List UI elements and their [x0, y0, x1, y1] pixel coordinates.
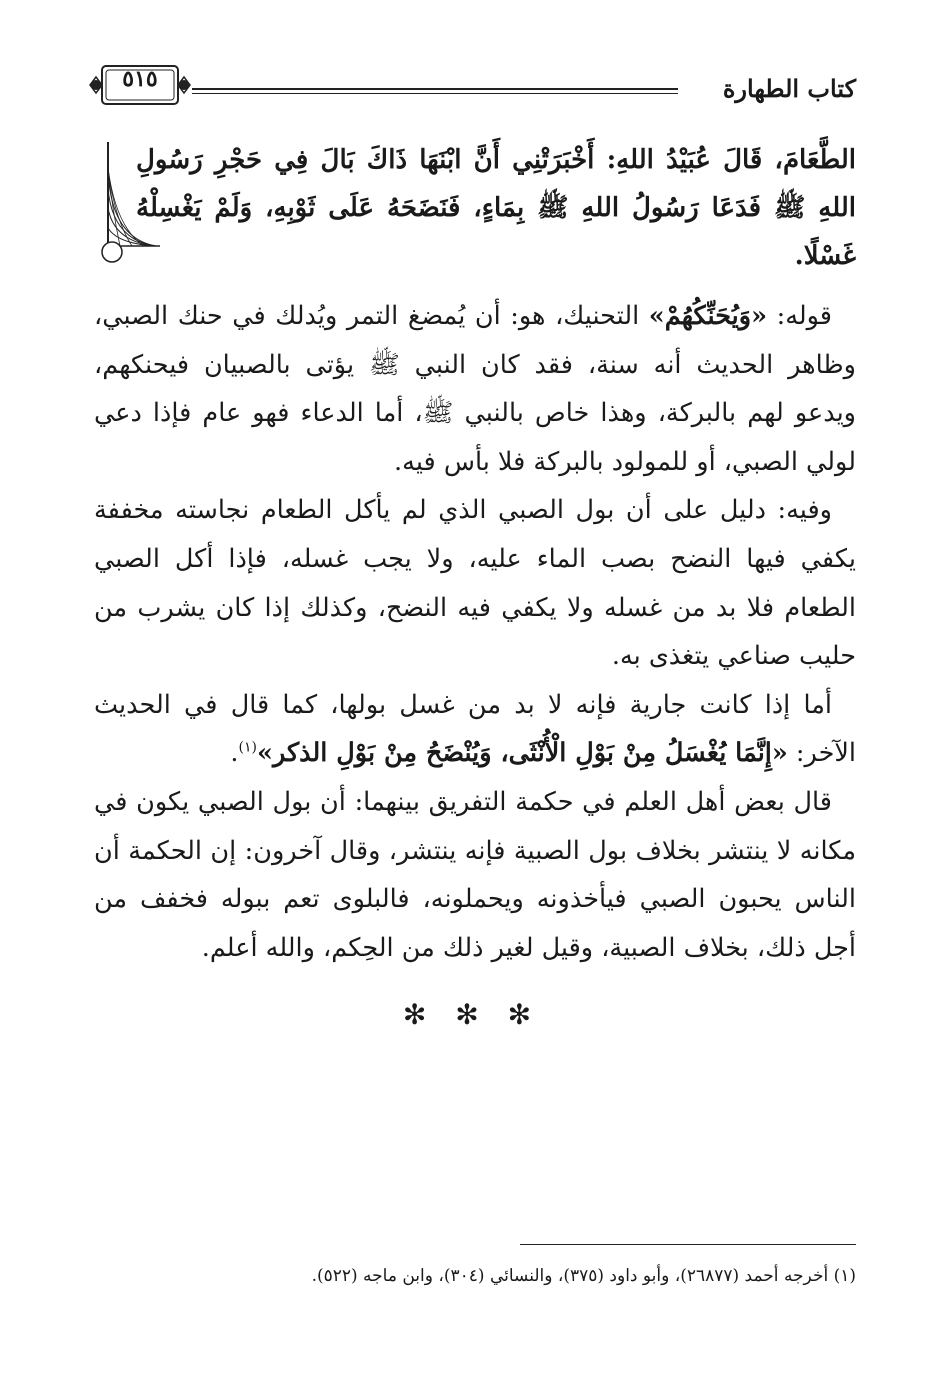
- hadith-box: [100, 128, 857, 271]
- page-header: [88, 52, 856, 112]
- paragraph-2: وفيه: دليل على أن بول الصبي الذي لم يأكل الطعام نجاسته مخففة يكفي فيها النضح بصب الماء عليه، ولا يجب غسله، فإذا أكل الصبي الطعام فلا بد من غسله ولا يكفي فيه النضح، وكذلك إذا كان يشرب من حليب صناعي يتغذى به.: [94, 495, 856, 672]
- footnote-ref[interactable]: (١): [238, 739, 257, 756]
- section-separator: ✻ ✻ ✻: [402, 998, 542, 1031]
- commentary-body: [94, 292, 856, 972]
- hadith-text: الطَّعَامَ، قَالَ عُبَيْدُ اللهِ: أَخْبَرَتْنِي أَنَّ ابْنَهَا ذَاكَ بَالَ فِي حَجْرِ رَسُولِ اللهِ ﷺ فَدَعَا رَسُولُ اللهِ ﷺ بِمَاءٍ، فَنَضَحَهُ عَلَى ثَوْبِهِ، وَلَمْ يَغْسِلْهُ غَسْلًا.: [136, 145, 857, 271]
- book-title: كتاب الطهارة: [722, 74, 856, 103]
- paragraph-4: قال بعض أهل العلم في حكمة التفريق بينهما: أن بول الصبي يكون في مكانه لا ينتشر بخلاف بول الصبية فإنه ينتشر، وقال آخرون: إن الحكمة أن الناس يحبون الصبي فيأخذونه ويحملونه، فالبلوى تعم ببوله فخفف من أجل ذلك، بخلاف الصبية، وقيل لغير ذلك من الحِكم، والله أعلم.: [94, 786, 856, 963]
- page-number: ٥١٥: [122, 66, 158, 92]
- header-rule-thin: [192, 93, 678, 94]
- paragraph-1: [94, 292, 856, 486]
- paragraph-3: [94, 681, 856, 778]
- p3-end: .: [230, 738, 239, 769]
- p3-lead: أما إذا كانت جارية فإنه لا بد من غسل بولها، كما قال في الحديث الآخر:: [94, 689, 856, 769]
- p1-lead: قوله:: [767, 301, 832, 331]
- p1-rest: التحنيك، هو: أن يُمضغ التمر ويُدلك في حنك الصبي، وظاهر الحديث أنه سنة، فقد كان النبي ﷺ يؤتى بالصبيان فيحنكهم، ويدعو لهم بالبركة، وهذا خاص بالنبي ﷺ، أما الدعاء فهو عام فإذا دعي لولي الصبي، أو للمولود بالبركة فلا بأس فيه.: [94, 301, 856, 477]
- p1-quoted-word: «وَيُحَنِّكُهُمْ»: [648, 301, 768, 331]
- footnote-rule: [520, 1244, 856, 1245]
- header-rule: [192, 88, 678, 90]
- p3-hadith-quote: «إِنَّمَا يُغْسَلُ مِنْ بَوْلِ الْأُنْثَى، وَيُنْضَحُ مِنْ بَوْلِ الذكر»: [257, 738, 788, 769]
- footnote: (١) أخرجه أحمد (٢٦٨٧٧)، وأبو داود (٣٧٥)، والنسائي (٣٠٤)، وابن ماجه (٥٢٢).: [311, 1266, 856, 1286]
